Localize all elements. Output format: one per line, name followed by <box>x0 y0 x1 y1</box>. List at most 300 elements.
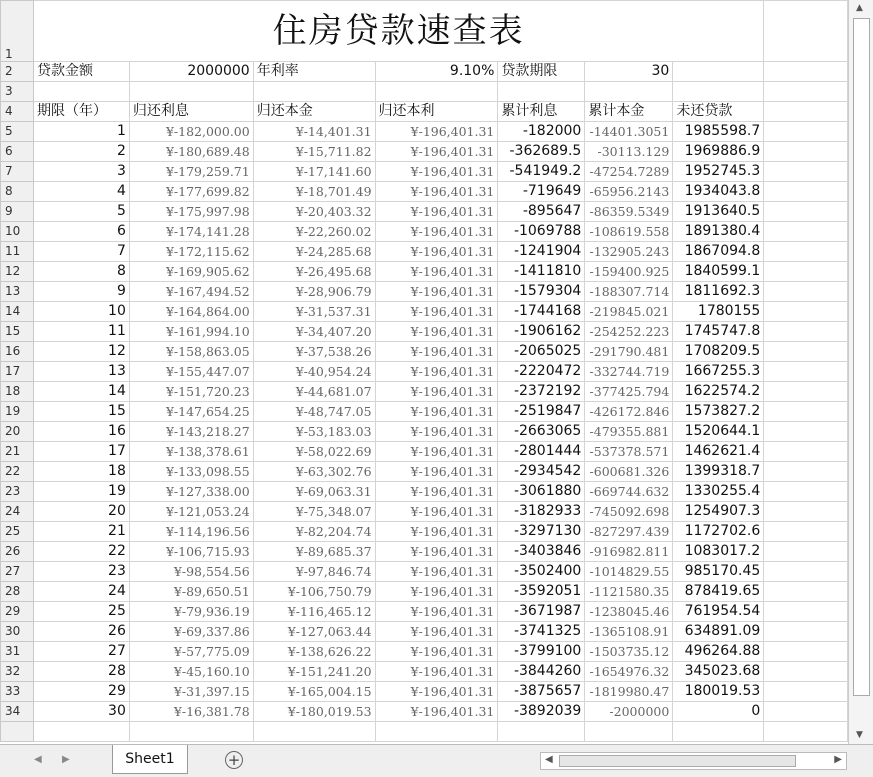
data-cell[interactable]: 2 <box>33 142 129 162</box>
data-cell[interactable]: 7 <box>33 242 129 262</box>
cell[interactable] <box>764 202 848 222</box>
data-cell[interactable]: -3799100 <box>498 642 585 662</box>
data-cell[interactable]: 30 <box>33 702 129 722</box>
data-cell[interactable]: ¥-106,715.93 <box>129 542 253 562</box>
data-cell[interactable]: 3 <box>33 162 129 182</box>
data-cell[interactable]: 1840599.1 <box>673 262 764 282</box>
data-cell[interactable]: 16 <box>33 422 129 442</box>
data-cell[interactable]: -1579304 <box>498 282 585 302</box>
data-cell[interactable]: 1083017.2 <box>673 542 764 562</box>
data-cell[interactable]: -2000000 <box>585 702 673 722</box>
data-cell[interactable]: ¥-196,401.31 <box>375 242 498 262</box>
data-cell[interactable]: 21 <box>33 522 129 542</box>
amount-label-cell[interactable]: 贷款金额 <box>33 62 129 82</box>
row-header[interactable]: 20 <box>1 422 34 442</box>
data-cell[interactable]: 1330255.4 <box>673 482 764 502</box>
data-cell[interactable]: 1985598.7 <box>673 122 764 142</box>
data-cell[interactable]: -669744.632 <box>585 482 673 502</box>
horizontal-scroll-thumb[interactable] <box>559 755 796 767</box>
data-cell[interactable]: ¥-28,906.79 <box>253 282 375 302</box>
data-cell[interactable]: -895647 <box>498 202 585 222</box>
data-cell[interactable]: ¥-82,204.74 <box>253 522 375 542</box>
scroll-down-icon[interactable]: ▼ <box>856 730 863 740</box>
data-cell[interactable]: ¥-69,337.86 <box>129 622 253 642</box>
row-header[interactable]: 27 <box>1 562 34 582</box>
data-cell[interactable]: ¥-196,401.31 <box>375 662 498 682</box>
cell[interactable] <box>673 82 764 102</box>
data-cell[interactable]: -182000 <box>498 122 585 142</box>
data-cell[interactable]: ¥-127,338.00 <box>129 482 253 502</box>
cell[interactable] <box>764 642 848 662</box>
cell[interactable] <box>764 262 848 282</box>
data-cell[interactable]: ¥-161,994.10 <box>129 322 253 342</box>
data-cell[interactable]: ¥-69,063.31 <box>253 482 375 502</box>
triangle-right-icon[interactable]: ▶ <box>62 754 70 765</box>
data-cell[interactable]: -2934542 <box>498 462 585 482</box>
data-cell[interactable]: ¥-169,905.62 <box>129 262 253 282</box>
data-cell[interactable]: -2663065 <box>498 422 585 442</box>
data-cell[interactable]: ¥-177,699.82 <box>129 182 253 202</box>
cell[interactable] <box>498 82 585 102</box>
data-cell[interactable]: -1014829.55 <box>585 562 673 582</box>
data-cell[interactable]: -916982.811 <box>585 542 673 562</box>
data-cell[interactable]: ¥-196,401.31 <box>375 642 498 662</box>
cell[interactable] <box>764 462 848 482</box>
data-cell[interactable]: -537378.571 <box>585 442 673 462</box>
row-header[interactable]: 2 <box>1 62 34 82</box>
data-cell[interactable]: ¥-196,401.31 <box>375 262 498 282</box>
data-cell[interactable]: 24 <box>33 582 129 602</box>
column-header-cell[interactable]: 归还利息 <box>129 102 253 122</box>
data-cell[interactable]: 13 <box>33 362 129 382</box>
data-cell[interactable]: ¥-16,381.78 <box>129 702 253 722</box>
row-header[interactable]: 15 <box>1 322 34 342</box>
data-cell[interactable]: -3592051 <box>498 582 585 602</box>
data-cell[interactable]: ¥-196,401.31 <box>375 342 498 362</box>
data-cell[interactable]: -30113.129 <box>585 142 673 162</box>
row-header[interactable] <box>1 722 34 742</box>
data-cell[interactable]: ¥-196,401.31 <box>375 562 498 582</box>
data-cell[interactable]: 1934043.8 <box>673 182 764 202</box>
row-header[interactable]: 17 <box>1 362 34 382</box>
data-cell[interactable]: -3844260 <box>498 662 585 682</box>
data-cell[interactable]: 28 <box>33 662 129 682</box>
data-cell[interactable]: -1238045.46 <box>585 602 673 622</box>
row-header[interactable]: 28 <box>1 582 34 602</box>
data-cell[interactable]: 1622574.2 <box>673 382 764 402</box>
data-cell[interactable]: 14 <box>33 382 129 402</box>
data-cell[interactable]: -1241904 <box>498 242 585 262</box>
row-header[interactable]: 9 <box>1 202 34 222</box>
row-header[interactable]: 21 <box>1 442 34 462</box>
vertical-scroll-thumb[interactable] <box>853 18 870 696</box>
data-cell[interactable]: ¥-138,626.22 <box>253 642 375 662</box>
vertical-scrollbar[interactable] <box>848 0 873 744</box>
data-cell[interactable]: 0 <box>673 702 764 722</box>
cell[interactable] <box>764 122 848 142</box>
row-header[interactable]: 13 <box>1 282 34 302</box>
data-cell[interactable]: -159400.925 <box>585 262 673 282</box>
cell[interactable] <box>764 442 848 462</box>
data-cell[interactable]: ¥-20,403.32 <box>253 202 375 222</box>
data-cell[interactable]: ¥-179,259.71 <box>129 162 253 182</box>
row-header[interactable]: 7 <box>1 162 34 182</box>
data-cell[interactable]: 1667255.3 <box>673 362 764 382</box>
data-cell[interactable]: 11 <box>33 322 129 342</box>
data-cell[interactable]: 1 <box>33 122 129 142</box>
scroll-left-icon[interactable]: ◀ <box>545 754 553 765</box>
cell[interactable] <box>764 342 848 362</box>
row-header[interactable]: 12 <box>1 262 34 282</box>
column-header-cell[interactable]: 归还本金 <box>253 102 375 122</box>
cell[interactable] <box>129 82 253 102</box>
cell[interactable] <box>764 82 848 102</box>
row-header[interactable]: 22 <box>1 462 34 482</box>
row-header[interactable]: 6 <box>1 142 34 162</box>
data-cell[interactable]: -479355.881 <box>585 422 673 442</box>
data-cell[interactable]: -219845.021 <box>585 302 673 322</box>
data-cell[interactable]: ¥-133,098.55 <box>129 462 253 482</box>
data-cell[interactable]: ¥-147,654.25 <box>129 402 253 422</box>
data-cell[interactable]: 5 <box>33 202 129 222</box>
data-cell[interactable]: -362689.5 <box>498 142 585 162</box>
data-cell[interactable]: -3502400 <box>498 562 585 582</box>
data-cell[interactable]: 6 <box>33 222 129 242</box>
data-cell[interactable]: -291790.481 <box>585 342 673 362</box>
cell[interactable] <box>498 722 585 742</box>
data-cell[interactable]: ¥-79,936.19 <box>129 602 253 622</box>
triangle-left-icon[interactable]: ◀ <box>34 754 42 765</box>
data-cell[interactable]: 18 <box>33 462 129 482</box>
cell[interactable] <box>764 302 848 322</box>
data-cell[interactable]: ¥-75,348.07 <box>253 502 375 522</box>
data-cell[interactable]: ¥-138,378.61 <box>129 442 253 462</box>
data-cell[interactable]: ¥-196,401.31 <box>375 222 498 242</box>
data-cell[interactable]: 1811692.3 <box>673 282 764 302</box>
data-cell[interactable]: ¥-151,720.23 <box>129 382 253 402</box>
data-cell[interactable]: 20 <box>33 502 129 522</box>
data-cell[interactable]: ¥-196,401.31 <box>375 582 498 602</box>
row-header[interactable]: 32 <box>1 662 34 682</box>
data-cell[interactable]: ¥-172,115.62 <box>129 242 253 262</box>
data-cell[interactable]: -3741325 <box>498 622 585 642</box>
data-cell[interactable]: -827297.439 <box>585 522 673 542</box>
data-cell[interactable]: -14401.3051 <box>585 122 673 142</box>
term-value-cell[interactable]: 30 <box>585 62 673 82</box>
data-cell[interactable]: ¥-98,554.56 <box>129 562 253 582</box>
data-cell[interactable]: -1411810 <box>498 262 585 282</box>
data-cell[interactable]: ¥-34,407.20 <box>253 322 375 342</box>
row-header[interactable]: 4 <box>1 102 34 122</box>
cell[interactable] <box>764 62 848 82</box>
data-cell[interactable]: 1867094.8 <box>673 242 764 262</box>
cell[interactable] <box>764 422 848 442</box>
data-cell[interactable]: ¥-31,397.15 <box>129 682 253 702</box>
data-cell[interactable]: ¥-45,160.10 <box>129 662 253 682</box>
data-cell[interactable]: ¥-15,711.82 <box>253 142 375 162</box>
row-header[interactable]: 14 <box>1 302 34 322</box>
data-cell[interactable]: ¥-196,401.31 <box>375 382 498 402</box>
cell[interactable] <box>764 162 848 182</box>
data-cell[interactable]: -108619.558 <box>585 222 673 242</box>
cell[interactable] <box>129 722 253 742</box>
scroll-right-icon[interactable]: ▶ <box>834 754 842 765</box>
data-cell[interactable]: -2065025 <box>498 342 585 362</box>
data-cell[interactable]: ¥-196,401.31 <box>375 402 498 422</box>
column-header-cell[interactable]: 归还本利 <box>375 102 498 122</box>
data-cell[interactable]: ¥-63,302.76 <box>253 462 375 482</box>
cell[interactable] <box>764 382 848 402</box>
row-header[interactable]: 26 <box>1 542 34 562</box>
data-cell[interactable]: -1744168 <box>498 302 585 322</box>
data-cell[interactable]: ¥-17,141.60 <box>253 162 375 182</box>
data-cell[interactable]: ¥-196,401.31 <box>375 162 498 182</box>
data-cell[interactable]: ¥-97,846.74 <box>253 562 375 582</box>
data-cell[interactable]: -3892039 <box>498 702 585 722</box>
data-cell[interactable]: 634891.09 <box>673 622 764 642</box>
cell[interactable] <box>764 622 848 642</box>
data-cell[interactable]: ¥-22,260.02 <box>253 222 375 242</box>
data-cell[interactable]: 1969886.9 <box>673 142 764 162</box>
data-cell[interactable]: 1172702.6 <box>673 522 764 542</box>
data-cell[interactable]: 1891380.4 <box>673 222 764 242</box>
data-cell[interactable]: 985170.45 <box>673 562 764 582</box>
data-cell[interactable]: -426172.846 <box>585 402 673 422</box>
cell[interactable] <box>764 562 848 582</box>
column-header-cell[interactable]: 累计本金 <box>585 102 673 122</box>
data-cell[interactable]: -3403846 <box>498 542 585 562</box>
data-cell[interactable]: ¥-57,775.09 <box>129 642 253 662</box>
data-cell[interactable]: ¥-89,650.51 <box>129 582 253 602</box>
data-cell[interactable]: -3061880 <box>498 482 585 502</box>
term-label-cell[interactable]: 贷款期限 <box>498 62 585 82</box>
data-cell[interactable]: 1913640.5 <box>673 202 764 222</box>
row-header[interactable]: 18 <box>1 382 34 402</box>
data-cell[interactable]: ¥-196,401.31 <box>375 482 498 502</box>
cell[interactable] <box>764 662 848 682</box>
data-cell[interactable]: ¥-196,401.31 <box>375 522 498 542</box>
data-cell[interactable]: -1654976.32 <box>585 662 673 682</box>
data-cell[interactable]: ¥-44,681.07 <box>253 382 375 402</box>
data-cell[interactable]: 27 <box>33 642 129 662</box>
data-cell[interactable]: 25 <box>33 602 129 622</box>
data-cell[interactable]: ¥-89,685.37 <box>253 542 375 562</box>
row-header[interactable]: 34 <box>1 702 34 722</box>
data-cell[interactable]: -2372192 <box>498 382 585 402</box>
cell[interactable] <box>253 82 375 102</box>
data-cell[interactable]: 1399318.7 <box>673 462 764 482</box>
data-cell[interactable]: -1069788 <box>498 222 585 242</box>
data-cell[interactable]: ¥-196,401.31 <box>375 622 498 642</box>
data-cell[interactable]: ¥-158,863.05 <box>129 342 253 362</box>
data-cell[interactable]: -254252.223 <box>585 322 673 342</box>
cell[interactable] <box>673 62 764 82</box>
data-cell[interactable]: 1254907.3 <box>673 502 764 522</box>
data-cell[interactable]: ¥-196,401.31 <box>375 362 498 382</box>
data-cell[interactable]: ¥-121,053.24 <box>129 502 253 522</box>
data-cell[interactable]: -3875657 <box>498 682 585 702</box>
scroll-up-icon[interactable]: ▲ <box>856 3 863 13</box>
row-header[interactable]: 30 <box>1 622 34 642</box>
data-cell[interactable]: ¥-151,241.20 <box>253 662 375 682</box>
data-cell[interactable]: 496264.88 <box>673 642 764 662</box>
cell[interactable] <box>375 82 498 102</box>
cell[interactable] <box>764 182 848 202</box>
data-cell[interactable]: -600681.326 <box>585 462 673 482</box>
data-cell[interactable]: 22 <box>33 542 129 562</box>
data-cell[interactable]: 1520644.1 <box>673 422 764 442</box>
row-header[interactable]: 33 <box>1 682 34 702</box>
rate-label-cell[interactable]: 年利率 <box>253 62 375 82</box>
data-cell[interactable]: ¥-196,401.31 <box>375 302 498 322</box>
row-header[interactable]: 31 <box>1 642 34 662</box>
data-cell[interactable]: -745092.698 <box>585 502 673 522</box>
cell[interactable] <box>764 502 848 522</box>
data-cell[interactable]: -541949.2 <box>498 162 585 182</box>
cell[interactable] <box>764 602 848 622</box>
data-cell[interactable]: ¥-196,401.31 <box>375 442 498 462</box>
data-cell[interactable]: 1573827.2 <box>673 402 764 422</box>
data-cell[interactable]: -1121580.35 <box>585 582 673 602</box>
data-cell[interactable]: ¥-196,401.31 <box>375 602 498 622</box>
data-cell[interactable]: 4 <box>33 182 129 202</box>
data-cell[interactable]: ¥-167,494.52 <box>129 282 253 302</box>
data-cell[interactable]: -1819980.47 <box>585 682 673 702</box>
row-header[interactable]: 29 <box>1 602 34 622</box>
data-cell[interactable]: ¥-37,538.26 <box>253 342 375 362</box>
data-cell[interactable]: ¥-24,285.68 <box>253 242 375 262</box>
row-header[interactable]: 3 <box>1 82 34 102</box>
data-cell[interactable]: ¥-31,537.31 <box>253 302 375 322</box>
rate-value-cell[interactable]: 9.10% <box>375 62 498 82</box>
data-cell[interactable]: 10 <box>33 302 129 322</box>
data-cell[interactable]: 180019.53 <box>673 682 764 702</box>
data-cell[interactable]: ¥-182,000.00 <box>129 122 253 142</box>
column-header-cell[interactable]: 未还贷款 <box>673 102 764 122</box>
data-cell[interactable]: -2519847 <box>498 402 585 422</box>
cell[interactable] <box>673 722 764 742</box>
data-cell[interactable]: ¥-14,401.31 <box>253 122 375 142</box>
cell[interactable] <box>585 722 673 742</box>
cell[interactable] <box>764 1 848 62</box>
data-cell[interactable]: ¥-196,401.31 <box>375 122 498 142</box>
cell[interactable] <box>253 722 375 742</box>
cell[interactable] <box>764 402 848 422</box>
row-header[interactable]: 8 <box>1 182 34 202</box>
data-cell[interactable]: ¥-53,183.03 <box>253 422 375 442</box>
data-cell[interactable]: -2220472 <box>498 362 585 382</box>
cell[interactable] <box>764 142 848 162</box>
column-header-cell[interactable]: 累计利息 <box>498 102 585 122</box>
data-cell[interactable]: 345023.68 <box>673 662 764 682</box>
data-cell[interactable]: 12 <box>33 342 129 362</box>
data-cell[interactable]: 878419.65 <box>673 582 764 602</box>
data-cell[interactable]: ¥-174,141.28 <box>129 222 253 242</box>
data-cell[interactable]: 15 <box>33 402 129 422</box>
data-cell[interactable]: ¥-18,701.49 <box>253 182 375 202</box>
data-cell[interactable]: -1365108.91 <box>585 622 673 642</box>
data-cell[interactable]: -3182933 <box>498 502 585 522</box>
cell[interactable] <box>764 242 848 262</box>
data-cell[interactable]: 761954.54 <box>673 602 764 622</box>
data-cell[interactable]: 8 <box>33 262 129 282</box>
data-cell[interactable]: ¥-180,019.53 <box>253 702 375 722</box>
cell[interactable] <box>764 282 848 302</box>
horizontal-scrollbar[interactable] <box>540 752 847 770</box>
data-cell[interactable]: ¥-196,401.31 <box>375 502 498 522</box>
row-header[interactable]: 11 <box>1 242 34 262</box>
data-cell[interactable]: -188307.714 <box>585 282 673 302</box>
data-cell[interactable]: -719649 <box>498 182 585 202</box>
cell[interactable] <box>375 722 498 742</box>
cell[interactable] <box>764 542 848 562</box>
row-header[interactable]: 23 <box>1 482 34 502</box>
data-cell[interactable]: ¥-165,004.15 <box>253 682 375 702</box>
data-cell[interactable]: -2801444 <box>498 442 585 462</box>
data-cell[interactable]: ¥-175,997.98 <box>129 202 253 222</box>
cell[interactable] <box>764 682 848 702</box>
data-cell[interactable]: 17 <box>33 442 129 462</box>
data-cell[interactable]: ¥-180,689.48 <box>129 142 253 162</box>
cell[interactable] <box>33 722 129 742</box>
data-cell[interactable]: ¥-196,401.31 <box>375 422 498 442</box>
data-cell[interactable]: ¥-114,196.56 <box>129 522 253 542</box>
data-cell[interactable]: ¥-106,750.79 <box>253 582 375 602</box>
data-cell[interactable]: ¥-58,022.69 <box>253 442 375 462</box>
sheet-title[interactable]: 住房贷款速查表 <box>33 1 763 62</box>
row-header[interactable]: 24 <box>1 502 34 522</box>
data-cell[interactable]: -332744.719 <box>585 362 673 382</box>
plus-circle-icon[interactable]: + <box>225 751 243 769</box>
cell[interactable] <box>764 102 848 122</box>
data-cell[interactable]: 1745747.8 <box>673 322 764 342</box>
row-header[interactable]: 16 <box>1 342 34 362</box>
data-cell[interactable]: ¥-196,401.31 <box>375 462 498 482</box>
data-cell[interactable]: -377425.794 <box>585 382 673 402</box>
cell[interactable] <box>764 362 848 382</box>
cell[interactable] <box>764 582 848 602</box>
data-cell[interactable]: -65956.2143 <box>585 182 673 202</box>
data-cell[interactable]: ¥-143,218.27 <box>129 422 253 442</box>
column-header-cell[interactable]: 期限（年） <box>33 102 129 122</box>
data-cell[interactable]: ¥-40,954.24 <box>253 362 375 382</box>
cell[interactable] <box>33 82 129 102</box>
amount-value-cell[interactable]: 2000000 <box>129 62 253 82</box>
data-cell[interactable]: ¥-196,401.31 <box>375 702 498 722</box>
cell[interactable] <box>764 322 848 342</box>
cell[interactable] <box>585 82 673 102</box>
data-cell[interactable]: ¥-155,447.07 <box>129 362 253 382</box>
row-header[interactable]: 19 <box>1 402 34 422</box>
data-cell[interactable]: 26 <box>33 622 129 642</box>
data-cell[interactable]: 1462621.4 <box>673 442 764 462</box>
data-cell[interactable]: ¥-127,063.44 <box>253 622 375 642</box>
cell[interactable] <box>764 482 848 502</box>
data-cell[interactable]: 29 <box>33 682 129 702</box>
data-cell[interactable]: ¥-164,864.00 <box>129 302 253 322</box>
data-cell[interactable]: -3297130 <box>498 522 585 542</box>
data-cell[interactable]: -1503735.12 <box>585 642 673 662</box>
data-cell[interactable]: ¥-196,401.31 <box>375 322 498 342</box>
data-cell[interactable]: 1708209.5 <box>673 342 764 362</box>
row-header[interactable]: 10 <box>1 222 34 242</box>
sheet-tab[interactable]: Sheet1 <box>112 745 188 774</box>
data-cell[interactable]: ¥-196,401.31 <box>375 282 498 302</box>
data-cell[interactable]: 1952745.3 <box>673 162 764 182</box>
cell[interactable] <box>764 522 848 542</box>
data-cell[interactable]: -132905.243 <box>585 242 673 262</box>
row-header[interactable]: 25 <box>1 522 34 542</box>
